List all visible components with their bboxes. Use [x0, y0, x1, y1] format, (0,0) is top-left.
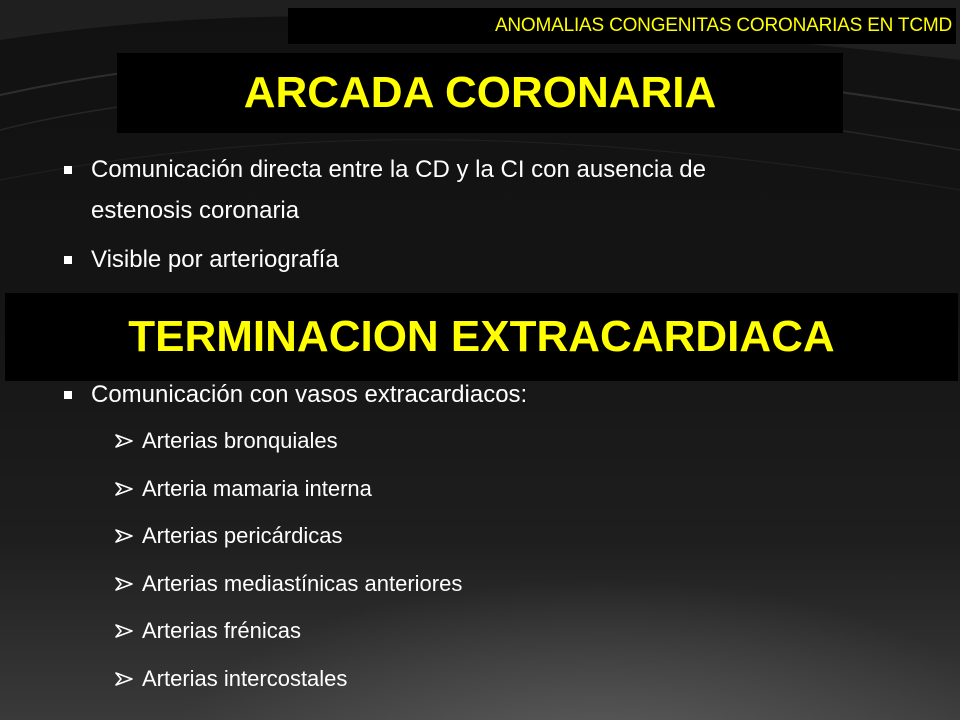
arrow-bullet-icon: [115, 529, 133, 543]
header-banner: [288, 8, 956, 44]
section-title-terminacion: [5, 293, 958, 381]
arrow-bullet-icon: [115, 672, 133, 686]
bullet-text: Comunicación con vasos extracardiacos:: [91, 381, 528, 408]
bullet-text-line1: Comunicación directa entre la CD y la CI con ausencia de: [91, 156, 706, 183]
bullet-text: Visible por arteriografía: [91, 246, 339, 273]
arrow-bullet-icon: [115, 577, 133, 591]
section-title-arcada: [117, 53, 843, 133]
arrow-bullet-icon: [115, 624, 133, 638]
sub-bullet-text: Arterias intercostales: [142, 666, 348, 691]
arrow-bullet-icon: [115, 482, 133, 496]
sub-bullet-text: Arteria mamaria interna: [142, 476, 372, 501]
bullet-text-line2: estenosis coronaria: [91, 197, 300, 224]
arrow-bullet-icon: [115, 434, 133, 448]
square-bullet-icon: [64, 256, 72, 264]
sub-bullet-text: Arterias pericárdicas: [142, 523, 343, 548]
sub-bullet-text: Arterias frénicas: [142, 618, 301, 643]
header-text: ANOMALIAS CONGENITAS CORONARIAS EN TCMD: [494, 15, 952, 36]
sub-bullet-text: Arterias bronquiales: [142, 428, 338, 453]
section-title-terminacion-text: TERMINACION EXTRACARDIACA: [128, 312, 835, 361]
square-bullet-icon: [64, 166, 72, 174]
sub-bullet-text: Arterias mediastínicas anteriores: [142, 571, 463, 596]
square-bullet-icon: [64, 391, 72, 399]
section-title-arcada-text: ARCADA CORONARIA: [243, 68, 717, 117]
